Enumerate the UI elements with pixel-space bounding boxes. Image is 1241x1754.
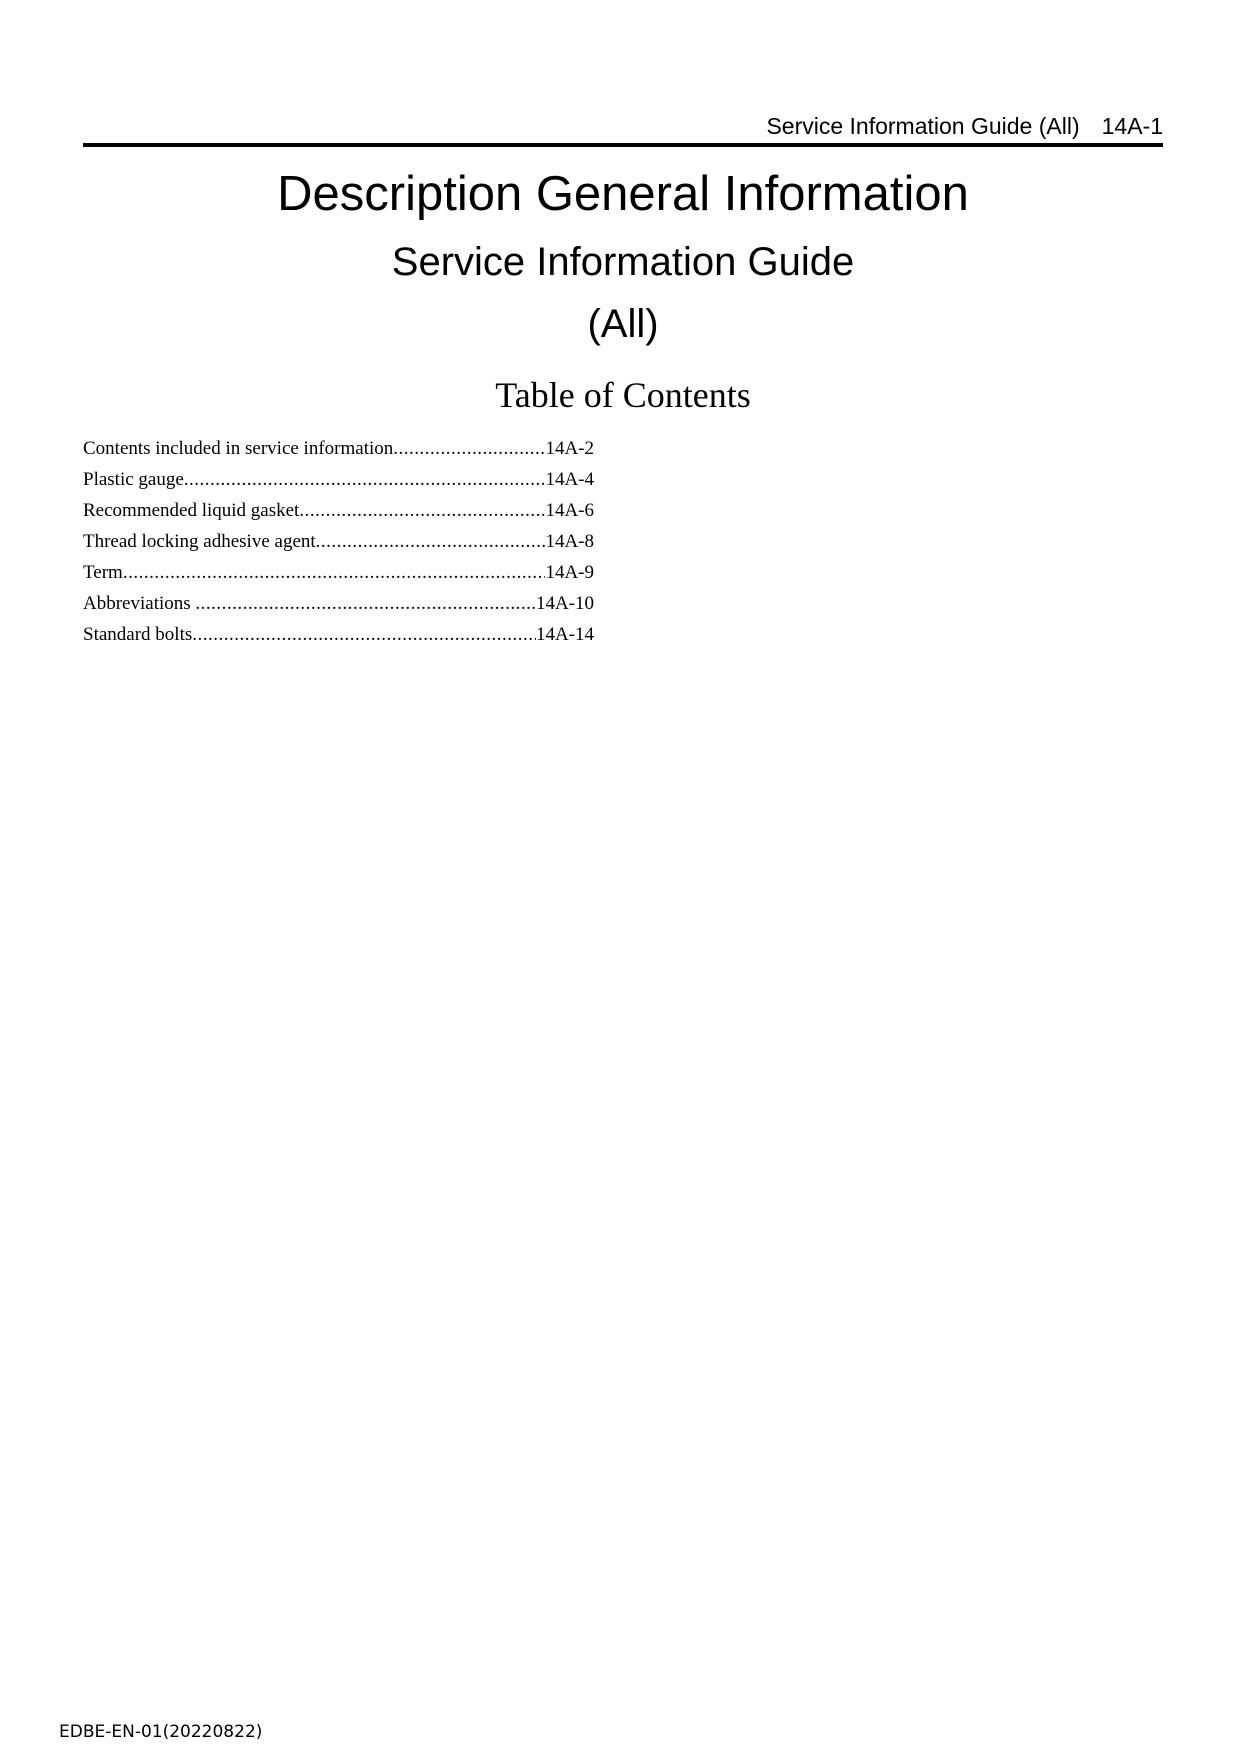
toc-entry[interactable] bbox=[83, 433, 594, 464]
toc-entry-title: Contents included in service information bbox=[83, 438, 394, 459]
toc-entry-page: 14A-4 bbox=[545, 469, 594, 490]
running-header-title: Service Information Guide (All) bbox=[766, 113, 1080, 139]
toc-entry[interactable] bbox=[83, 619, 594, 650]
toc-entry[interactable] bbox=[83, 588, 594, 619]
page-subtitle: Service Information Guide bbox=[391, 240, 855, 284]
toc-dot-leader bbox=[192, 619, 536, 650]
page-number: 14A-1 bbox=[1101, 113, 1163, 139]
table-of-contents bbox=[83, 433, 594, 650]
header-rule bbox=[83, 143, 1163, 147]
toc-entry-page: 14A-14 bbox=[535, 624, 594, 645]
document-code: EDBE-EN-01(20220822) bbox=[59, 1722, 263, 1742]
toc-dot-leader bbox=[393, 433, 545, 464]
toc-entry-title: Standard bolts bbox=[83, 624, 193, 645]
toc-entry-title: Recommended liquid gasket bbox=[83, 500, 300, 521]
toc-entry-page: 14A-8 bbox=[545, 531, 594, 552]
page-subtitle-scope: (All) bbox=[587, 302, 659, 346]
toc-entry[interactable] bbox=[83, 464, 594, 495]
toc-entry-page: 14A-2 bbox=[545, 438, 594, 459]
toc-entry[interactable] bbox=[83, 557, 594, 588]
page-title: Description General Information bbox=[277, 167, 969, 221]
toc-dot-leader bbox=[195, 588, 536, 619]
toc-dot-leader bbox=[316, 526, 546, 557]
toc-dot-leader bbox=[123, 557, 546, 588]
toc-heading: Table of Contents bbox=[495, 375, 751, 415]
toc-entry[interactable] bbox=[83, 495, 594, 526]
toc-entry-page: 14A-9 bbox=[545, 562, 594, 583]
toc-entry-title: Term bbox=[83, 562, 123, 583]
toc-entry-page: 14A-6 bbox=[545, 500, 594, 521]
toc-entry-page: 14A-10 bbox=[535, 593, 594, 614]
toc-entry-title: Abbreviations bbox=[83, 593, 196, 614]
toc-dot-leader bbox=[184, 464, 546, 495]
toc-entry-title: Thread locking adhesive agent bbox=[83, 531, 316, 552]
toc-dot-leader bbox=[299, 495, 545, 526]
running-header bbox=[83, 112, 1163, 140]
toc-entry-title: Plastic gauge bbox=[83, 469, 184, 490]
toc-entry[interactable] bbox=[83, 526, 594, 557]
